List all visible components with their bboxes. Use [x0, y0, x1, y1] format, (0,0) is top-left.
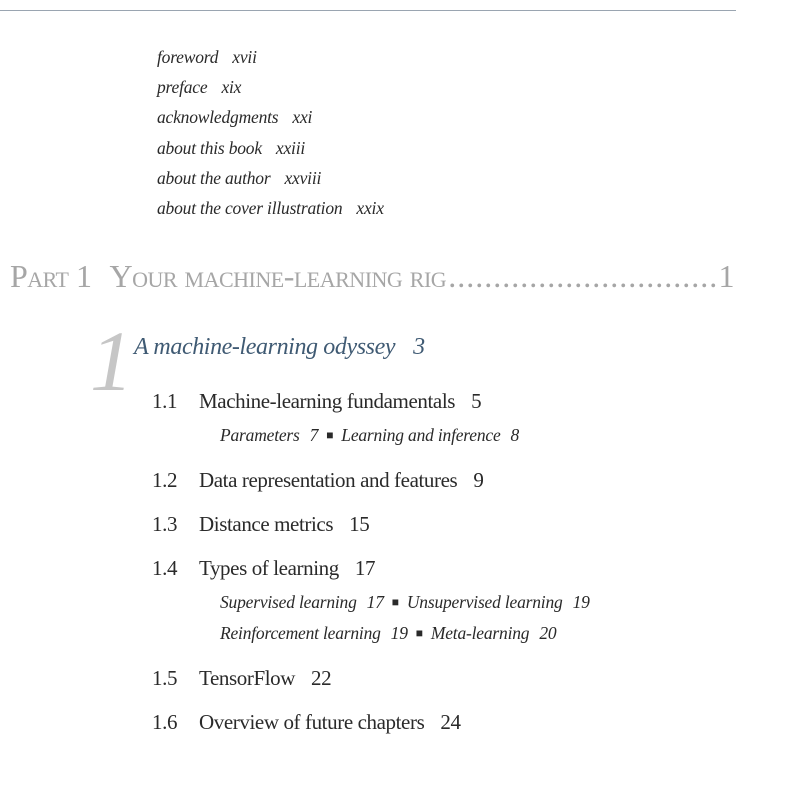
chapter-heading[interactable]	[134, 334, 425, 361]
section-page: 5	[471, 389, 482, 413]
toc-entry-page: xxviii	[284, 167, 322, 188]
subsection-title: Meta-learning	[430, 623, 530, 643]
part-header[interactable]	[10, 258, 734, 298]
toc-entry-page: xxiii	[275, 137, 306, 158]
section-1-2[interactable]	[152, 465, 590, 495]
section-page: 9	[473, 468, 484, 492]
subsection-line	[220, 587, 590, 618]
subsection-entry[interactable]	[220, 623, 408, 643]
part-title: Your machine-learning rig	[109, 258, 447, 294]
section-page: 17	[354, 556, 376, 580]
toc-entry-foreword[interactable]	[157, 42, 384, 72]
toc-entry-title: about the author	[157, 167, 271, 188]
section-page: 15	[349, 512, 370, 536]
subsection-page: 8	[510, 425, 520, 445]
subsection-page: 19	[390, 623, 408, 643]
bullet-separator: ■	[391, 595, 399, 609]
section-number: 1.4	[152, 556, 178, 580]
section-number: 1.2	[152, 468, 178, 492]
section-title: Machine-learning fundamentals	[199, 389, 456, 413]
section-number: 1.5	[152, 666, 178, 690]
toc-entry-title: acknowledgments	[157, 107, 279, 128]
section-number: 1.1	[152, 389, 178, 413]
subsection-title: Unsupervised learning	[406, 592, 563, 612]
toc-entry-title: about this book	[157, 137, 262, 158]
subsection-line	[220, 618, 590, 649]
chapter-number: 1	[90, 313, 133, 409]
section-1-5[interactable]	[152, 663, 590, 693]
bullet-separator: ■	[326, 428, 334, 442]
part-page: 1	[718, 258, 734, 294]
subsection-title: Learning and inference	[341, 425, 501, 445]
toc-entry-page: xvii	[232, 47, 257, 67]
section-title: Overview of future chapters	[199, 710, 425, 734]
toc-entry-preface[interactable]	[157, 72, 384, 102]
section-number: 1.6	[152, 710, 178, 734]
subsection-page: 20	[539, 623, 557, 643]
toc-entry-page: xxix	[356, 198, 384, 219]
toc-entry-title: preface	[157, 77, 208, 98]
subsection-page: 7	[309, 425, 319, 445]
section-page: 22	[311, 666, 332, 690]
subsection-page: 19	[572, 592, 590, 612]
section-page: 24	[440, 710, 461, 734]
section-title: Distance metrics	[199, 512, 334, 536]
toc-entry-about-the-cover[interactable]	[157, 193, 384, 223]
section-list	[152, 386, 590, 737]
section-title: Types of learning	[199, 556, 339, 580]
section-number: 1.3	[152, 512, 178, 536]
toc-entry-acknowledgments[interactable]	[157, 102, 384, 132]
section-1-6[interactable]	[152, 707, 590, 737]
section-title: Data representation and features	[199, 468, 458, 492]
toc-entry-about-the-author[interactable]	[157, 163, 384, 193]
subsection-title: Reinforcement learning	[220, 623, 381, 643]
section-1-4[interactable]	[152, 553, 590, 583]
subsection-entry[interactable]	[220, 425, 318, 445]
toc-entry-title: about the cover illustration	[157, 198, 343, 219]
bullet-separator: ■	[415, 626, 423, 640]
toc-entry-page: xix	[221, 77, 242, 98]
subsection-page: 17	[366, 592, 384, 612]
chapter-page: 3	[413, 334, 425, 360]
chapter-title: A machine-learning odyssey	[134, 334, 396, 360]
top-rule	[0, 10, 736, 11]
subsection-line	[220, 420, 590, 451]
toc-entry-title: foreword	[157, 47, 219, 67]
front-matter-list	[157, 42, 384, 223]
section-1-1[interactable]	[152, 386, 590, 416]
subsection-entry[interactable]	[407, 592, 590, 612]
subsection-title: Supervised learning	[220, 592, 357, 612]
subsection-entry[interactable]	[341, 425, 519, 445]
dot-leader	[448, 258, 716, 295]
toc-entry-about-this-book[interactable]	[157, 133, 384, 163]
subsection-title: Parameters	[220, 425, 300, 445]
section-title: TensorFlow	[199, 666, 296, 690]
subsection-entry[interactable]	[431, 623, 557, 643]
toc-entry-page: xxi	[292, 107, 313, 128]
part-label: Part 1	[10, 258, 92, 294]
section-1-3[interactable]	[152, 509, 590, 539]
subsection-entry[interactable]	[220, 592, 384, 612]
